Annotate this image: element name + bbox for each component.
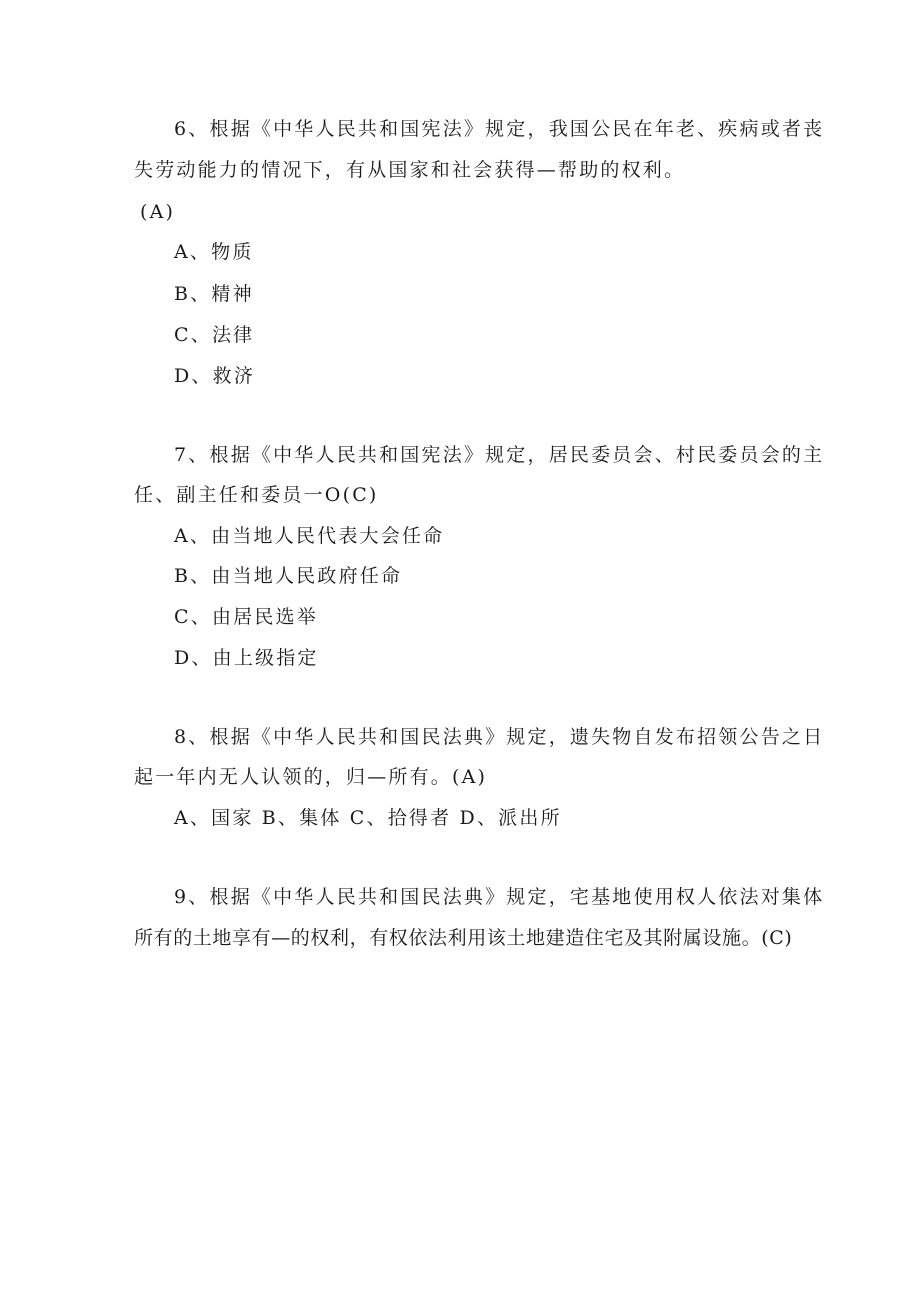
q6-option-c: C、法律 (174, 324, 255, 346)
q6-answer: (A) (140, 201, 176, 223)
q7-line-1: 7、根据《中华人民共和国宪法》规定，居民委员会、村民委员会的主 (174, 444, 825, 466)
q7-option-d: D、由上级指定 (174, 647, 319, 669)
q7-option-c: C、由居民选举 (174, 606, 318, 628)
q6-option-a: A、物质 (174, 241, 254, 263)
q7-option-b: B、由当地人民政府任命 (174, 565, 403, 587)
q6-option-d: D、救济 (174, 365, 256, 387)
q6-line-1: 6、根据《中华人民共和国宪法》规定，我国公民在年老、疾病或者丧 (174, 118, 825, 140)
q6-option-b: B、精神 (174, 283, 254, 305)
q7-option-a: A、由当地人民代表大会任命 (174, 525, 445, 547)
q7-line-2: 任、副主任和委员一O(C) (134, 484, 379, 506)
q6-line-2: 失劳动能力的情况下，有从国家和社会获得—帮助的权利。 (134, 159, 686, 181)
q8-options: A、国家 B、集体 C、拾得者 D、派出所 (174, 807, 562, 829)
q8-line-1: 8、根据《中华人民共和国民法典》规定，遗失物自发布招领公告之日 (174, 726, 825, 748)
q8-line-2: 起一年内无人认领的，归—所有。(A) (134, 766, 488, 788)
q9-line-1: 9、根据《中华人民共和国民法典》规定，宅基地使用权人依法对集体 (174, 886, 825, 908)
q9-line-2: 所有的土地享有—的权利，有权依法利用该土地建造住宅及其附属设施。(C) (134, 927, 793, 949)
